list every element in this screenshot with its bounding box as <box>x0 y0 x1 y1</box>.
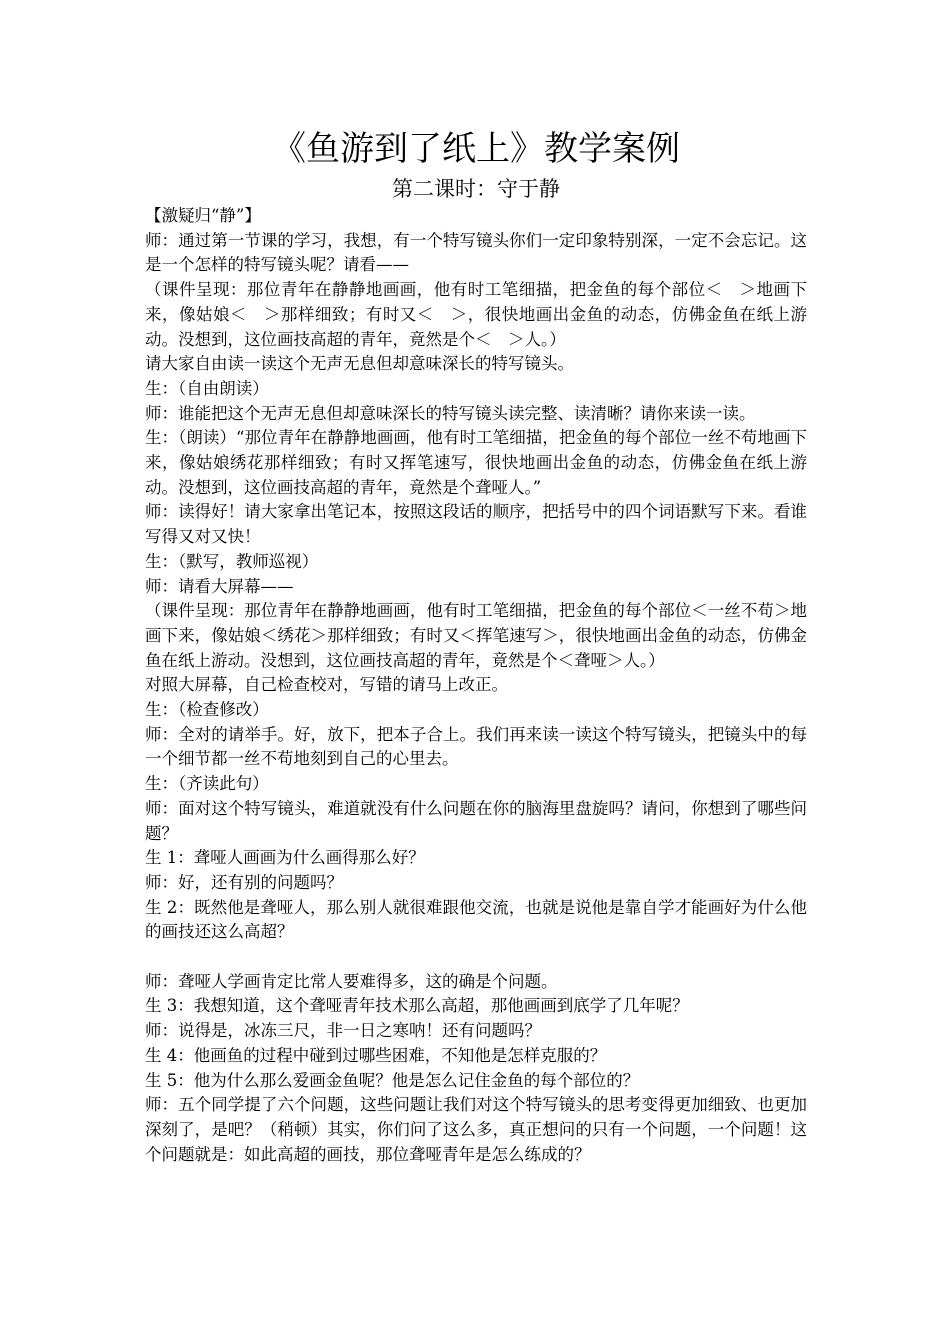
section-heading: 【激疑归“静”】 <box>145 206 261 225</box>
paragraph: 师：五个同学提了六个问题，这些问题让我们对这个特写镜头的思考变得更加细致、也更加深刻了，是吧？（稍顿）其实，你们问了这么多，真正想问的只有一个问题，一个问题！这个问题就是：如此高超的画技，那位聋哑青年是怎么练成的？ <box>145 1095 807 1164</box>
paragraph: 生：（朗读）“那位青年在静静地画画，他有时工笔细描，把金鱼的每个部位一丝不苟地画下来，像姑娘绣花那样细致；有时又挥笔速写，很快地画出金鱼的动态，仿佛金鱼在纸上游动。没想到，这位画技高超的青年，竟然是个聋哑人。” <box>145 428 807 497</box>
paragraph: 生 3：我想知道，这个聋哑青年技术那么高超，那他画画到底学了几年呢？ <box>145 996 689 1016</box>
document-title: 《鱼游到了纸上》教学案例 <box>272 129 680 169</box>
paragraph: （课件呈现：那位青年在静静地画画，他有时工笔细描，把金鱼的每个部位＜ ＞地画下来，像姑娘＜ ＞那样细致；有时又＜ ＞，很快地画出金鱼的动态，仿佛金鱼在纸上游动。没想到，这位画技高超的青年，竟然是个＜ ＞人。） <box>145 280 807 349</box>
paragraph: 生 4：他画鱼的过程中碰到过哪些困难，不知他是怎样克服的？ <box>145 1045 607 1065</box>
paragraph: 生：（自由朗读） <box>145 378 269 398</box>
paragraph: 生：（齐读此句） <box>145 774 269 794</box>
paragraph: 师：说得是，冰冻三尺，非一日之寒呐！还有问题吗？ <box>145 1021 541 1041</box>
paragraph: 师：聋哑人学画肯定比常人要难得多，这的确是个问题。 <box>145 971 558 991</box>
paragraph: 师：通过第一节课的学习，我想，有一个特写镜头你们一定印象特别深，一定不会忘记。这是一个怎样的特写镜头呢？请看—— <box>145 230 807 275</box>
paragraph: （课件呈现：那位青年在静静地画画，他有时工笔细描，把金鱼的每个部位＜一丝不苟＞地画下来，像姑娘＜绣花＞那样细致；有时又＜挥笔速写＞，很快地画出金鱼的动态，仿佛金鱼在纸上游动。没想到，这位画技高超的青年，竟然是个＜聋哑＞人。） <box>145 601 807 670</box>
paragraph: 生 5：他为什么那么爱画金鱼呢？他是怎么记住金鱼的每个部位的？ <box>145 1070 640 1090</box>
document-subtitle: 第二课时：守于静 <box>392 177 560 201</box>
paragraph: 师：全对的请举手。好，放下，把本子合上。我们再来读一读这个特写镜头，把镜头中的每一个细节都一丝不苟地刻到自己的心里去。 <box>145 724 807 769</box>
paragraph: 生：（检查修改） <box>145 700 269 720</box>
paragraph: 生 2：既然他是聋哑人，那么别人就很难跟他交流，也就是说他是靠自学才能画好为什么他的画技还这么高超？ <box>145 897 807 942</box>
document-body <box>145 122 807 1167</box>
paragraph: 师：读得好！请大家拿出笔记本，按照这段话的顺序，把括号中的四个词语默写下来。看谁写得又对又快！ <box>145 502 807 547</box>
paragraph: 请大家自由读一读这个无声无息但却意味深长的特写镜头。 <box>145 354 574 374</box>
paragraph: 师：谁能把这个无声无息但却意味深长的特写镜头读完整、读清晰？请你来读一读。 <box>145 403 756 423</box>
paragraph: 生 1：聋哑人画画为什么画得那么好？ <box>145 848 425 868</box>
paragraph: 生：（默写，教师巡视） <box>145 551 319 571</box>
paragraph: 师：请看大屏幕—— <box>145 576 294 596</box>
blank-line <box>145 945 807 970</box>
paragraph: 对照大屏幕，自己检查校对，写错的请马上改正。 <box>145 675 508 695</box>
paragraph: 师：好，还有别的问题吗？ <box>145 872 343 892</box>
paragraph: 师：面对这个特写镜头，难道就没有什么问题在你的脑海里盘旋吗？请问，你想到了哪些问题？ <box>145 798 807 843</box>
